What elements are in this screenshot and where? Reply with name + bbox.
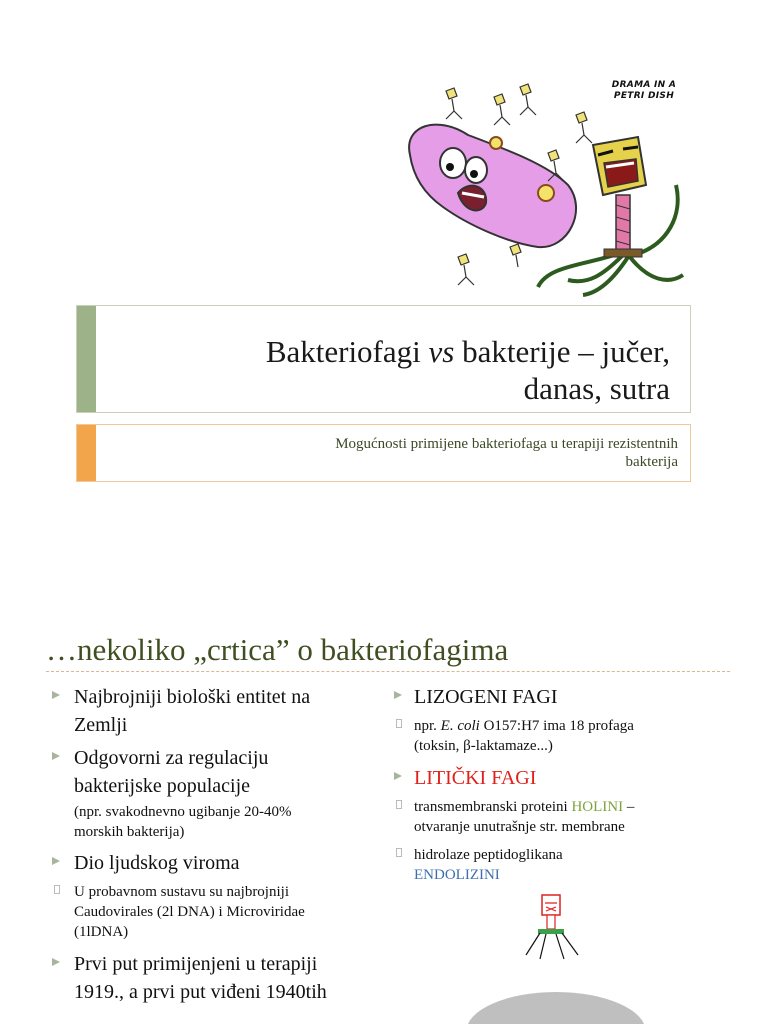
sub-bullet-text: O157:H7 ima 18 profaga: [479, 718, 634, 734]
bullet-text: Odgovorni za regulaciju: [74, 747, 269, 769]
bullet-odgovorni: [44, 744, 374, 800]
title-line-2: danas, sutra: [523, 371, 670, 406]
sub-bullet-text: (1lDNA): [74, 924, 129, 940]
square-bullet-icon: [54, 885, 60, 894]
title-divider: [46, 671, 730, 672]
subtitle-accent-bar: [77, 425, 96, 481]
square-bullet-icon: [396, 719, 402, 728]
sub-bullet-text: npr.: [414, 718, 441, 734]
right-column: [392, 683, 712, 893]
square-bullet-icon: [396, 800, 402, 809]
heading-lizogeni-fagi: [392, 683, 712, 711]
title-accent-bar: [77, 306, 96, 412]
caption-line-1: DRAMA IN A: [611, 80, 677, 90]
arrow-bullet-icon: [52, 857, 60, 865]
arrow-bullet-icon: [52, 691, 60, 699]
title-part-a: Bakteriofagi: [265, 334, 429, 369]
sub-bullet-text: transmembranski proteini: [414, 799, 572, 815]
title-part-b: bakterije – jučer,: [454, 334, 670, 369]
heading-liticki-fagi: [392, 764, 712, 792]
bullet-terapija: [44, 950, 374, 1006]
subtitle-box: [76, 424, 691, 482]
bullet-text: Prvi put primijenjeni u terapiji: [74, 953, 318, 975]
title-box: [76, 305, 691, 413]
content-slide: [0, 560, 768, 1024]
ecoli-italic: E. coli: [440, 718, 480, 734]
cartoon-caption: [598, 80, 690, 102]
sub-bullet-text: (toksin, β-laktamaze...): [414, 738, 553, 754]
subtitle-line-2: bakterija: [625, 454, 678, 470]
subtitle-line-1: Mogućnosti primijene bakteriofaga u terapiji rezistentnih: [335, 436, 678, 452]
sub-bullet-text: hidrolaze peptidoglikana: [414, 847, 563, 863]
content-slide-title: …nekoliko „crtica” o bakteriofagima: [46, 632, 509, 667]
phage-attack-cartoon: [398, 75, 698, 297]
bullet-text-red: LITIČKI FAGI: [414, 767, 537, 789]
arrow-bullet-icon: [52, 958, 60, 966]
bullet-ljudski-virom: [44, 849, 374, 877]
sub-bullet-endolizini: [392, 845, 712, 885]
sub-bullet-text: otvaranje unutrašnje str. membrane: [414, 819, 625, 835]
decorative-graphic: [466, 992, 646, 1024]
slide-title: [110, 333, 670, 407]
left-column: [44, 683, 374, 1011]
endolizini-highlight: ENDOLIZINI: [414, 867, 500, 883]
bullet-text: Dio ljudskog viroma: [74, 852, 240, 874]
bullet-najbrojniji: [44, 683, 374, 739]
bullet-text: Najbrojniji biološki entitet na: [74, 686, 311, 708]
sub-bullet-text: U probavnom sustavu su najbrojniji: [74, 884, 289, 900]
note-text: morskih bakterija): [74, 824, 185, 840]
note-text: (npr. svakodnevno ugibanje 20-40%: [74, 804, 292, 820]
sub-bullet-ecoli: [392, 716, 712, 756]
bullet-text: Zemlji: [74, 714, 128, 736]
holini-highlight: HOLINI: [571, 799, 624, 815]
arrow-bullet-icon: [394, 772, 402, 780]
sub-bullet-text: –: [623, 799, 635, 815]
sub-bullet-text: Caudovirales (2l DNA) i Microviridae: [74, 904, 305, 920]
arrow-bullet-icon: [394, 691, 402, 699]
bullet-text: bakterijske populacije: [74, 775, 251, 797]
arrow-bullet-icon: [52, 752, 60, 760]
bullet-text: LIZOGENI FAGI: [414, 686, 558, 708]
note-morske-bakterije: [44, 802, 374, 842]
phage-icon: [520, 893, 582, 965]
slide-subtitle: [118, 435, 678, 471]
sub-bullet-holini: [392, 797, 712, 837]
square-bullet-icon: [396, 848, 402, 857]
title-vs: vs: [428, 334, 455, 369]
caption-line-2: PETRI DISH: [613, 91, 675, 101]
sub-bullet-probavni-sustav: [44, 882, 374, 942]
bullet-text: 1919., a prvi put viđeni 1940tih: [74, 981, 327, 1003]
